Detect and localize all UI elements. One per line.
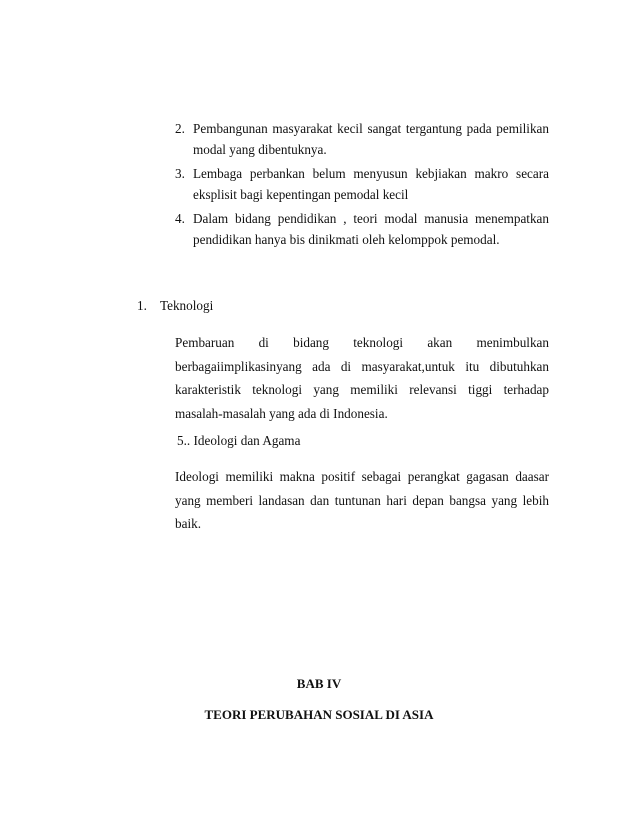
chapter-label: BAB IV (296, 676, 342, 691)
subsection-heading-ideologi: 5.. Ideologi dan Agama (177, 433, 301, 448)
list-item-text: Pembangunan masyarakat kecil sangat tergantung pada pemilikan modal yang dibentuknya. (193, 121, 549, 157)
list-item-text: Lembaga perbankan belum menyusun kebjiakan makro secara eksplisit bagi kepentingan pemodal kecil (193, 166, 549, 202)
section-title: Teknologi (159, 298, 214, 313)
list-item (175, 209, 549, 250)
list-item (175, 164, 549, 205)
ideologi-paragraph: Ideologi memiliki makna positif sebagai perangkat gagasan daasar yang memberi landasan dan tuntunan hari depan bangsa yang lebih baik. (175, 469, 549, 532)
list-item (175, 119, 549, 160)
numbered-list (175, 119, 549, 254)
list-item-text: Dalam bidang pendidikan , teori modal manusia menempatkan pendidikan hanya bis dinikmati oleh kelomppok pemodal. (193, 211, 549, 247)
section-heading-teknologi (137, 296, 213, 316)
teknologi-paragraph: Pembaruan di bidang teknologi akan menimbulkan berbagaiimplikasinyang ada di masyarakat,untuk itu dibutuhkan karakteristik teknologi yang memiliki relevansi tiggi terhadap masalah-masalah yang ada di Indonesia. (175, 335, 549, 421)
list-item-number: 4. (175, 211, 185, 226)
list-item-number: 3. (175, 166, 185, 181)
chapter-title: TEORI PERUBAHAN SOSIAL DI ASIA (204, 707, 434, 722)
section-number: 1. (137, 298, 147, 313)
list-item-number: 2. (175, 121, 185, 136)
